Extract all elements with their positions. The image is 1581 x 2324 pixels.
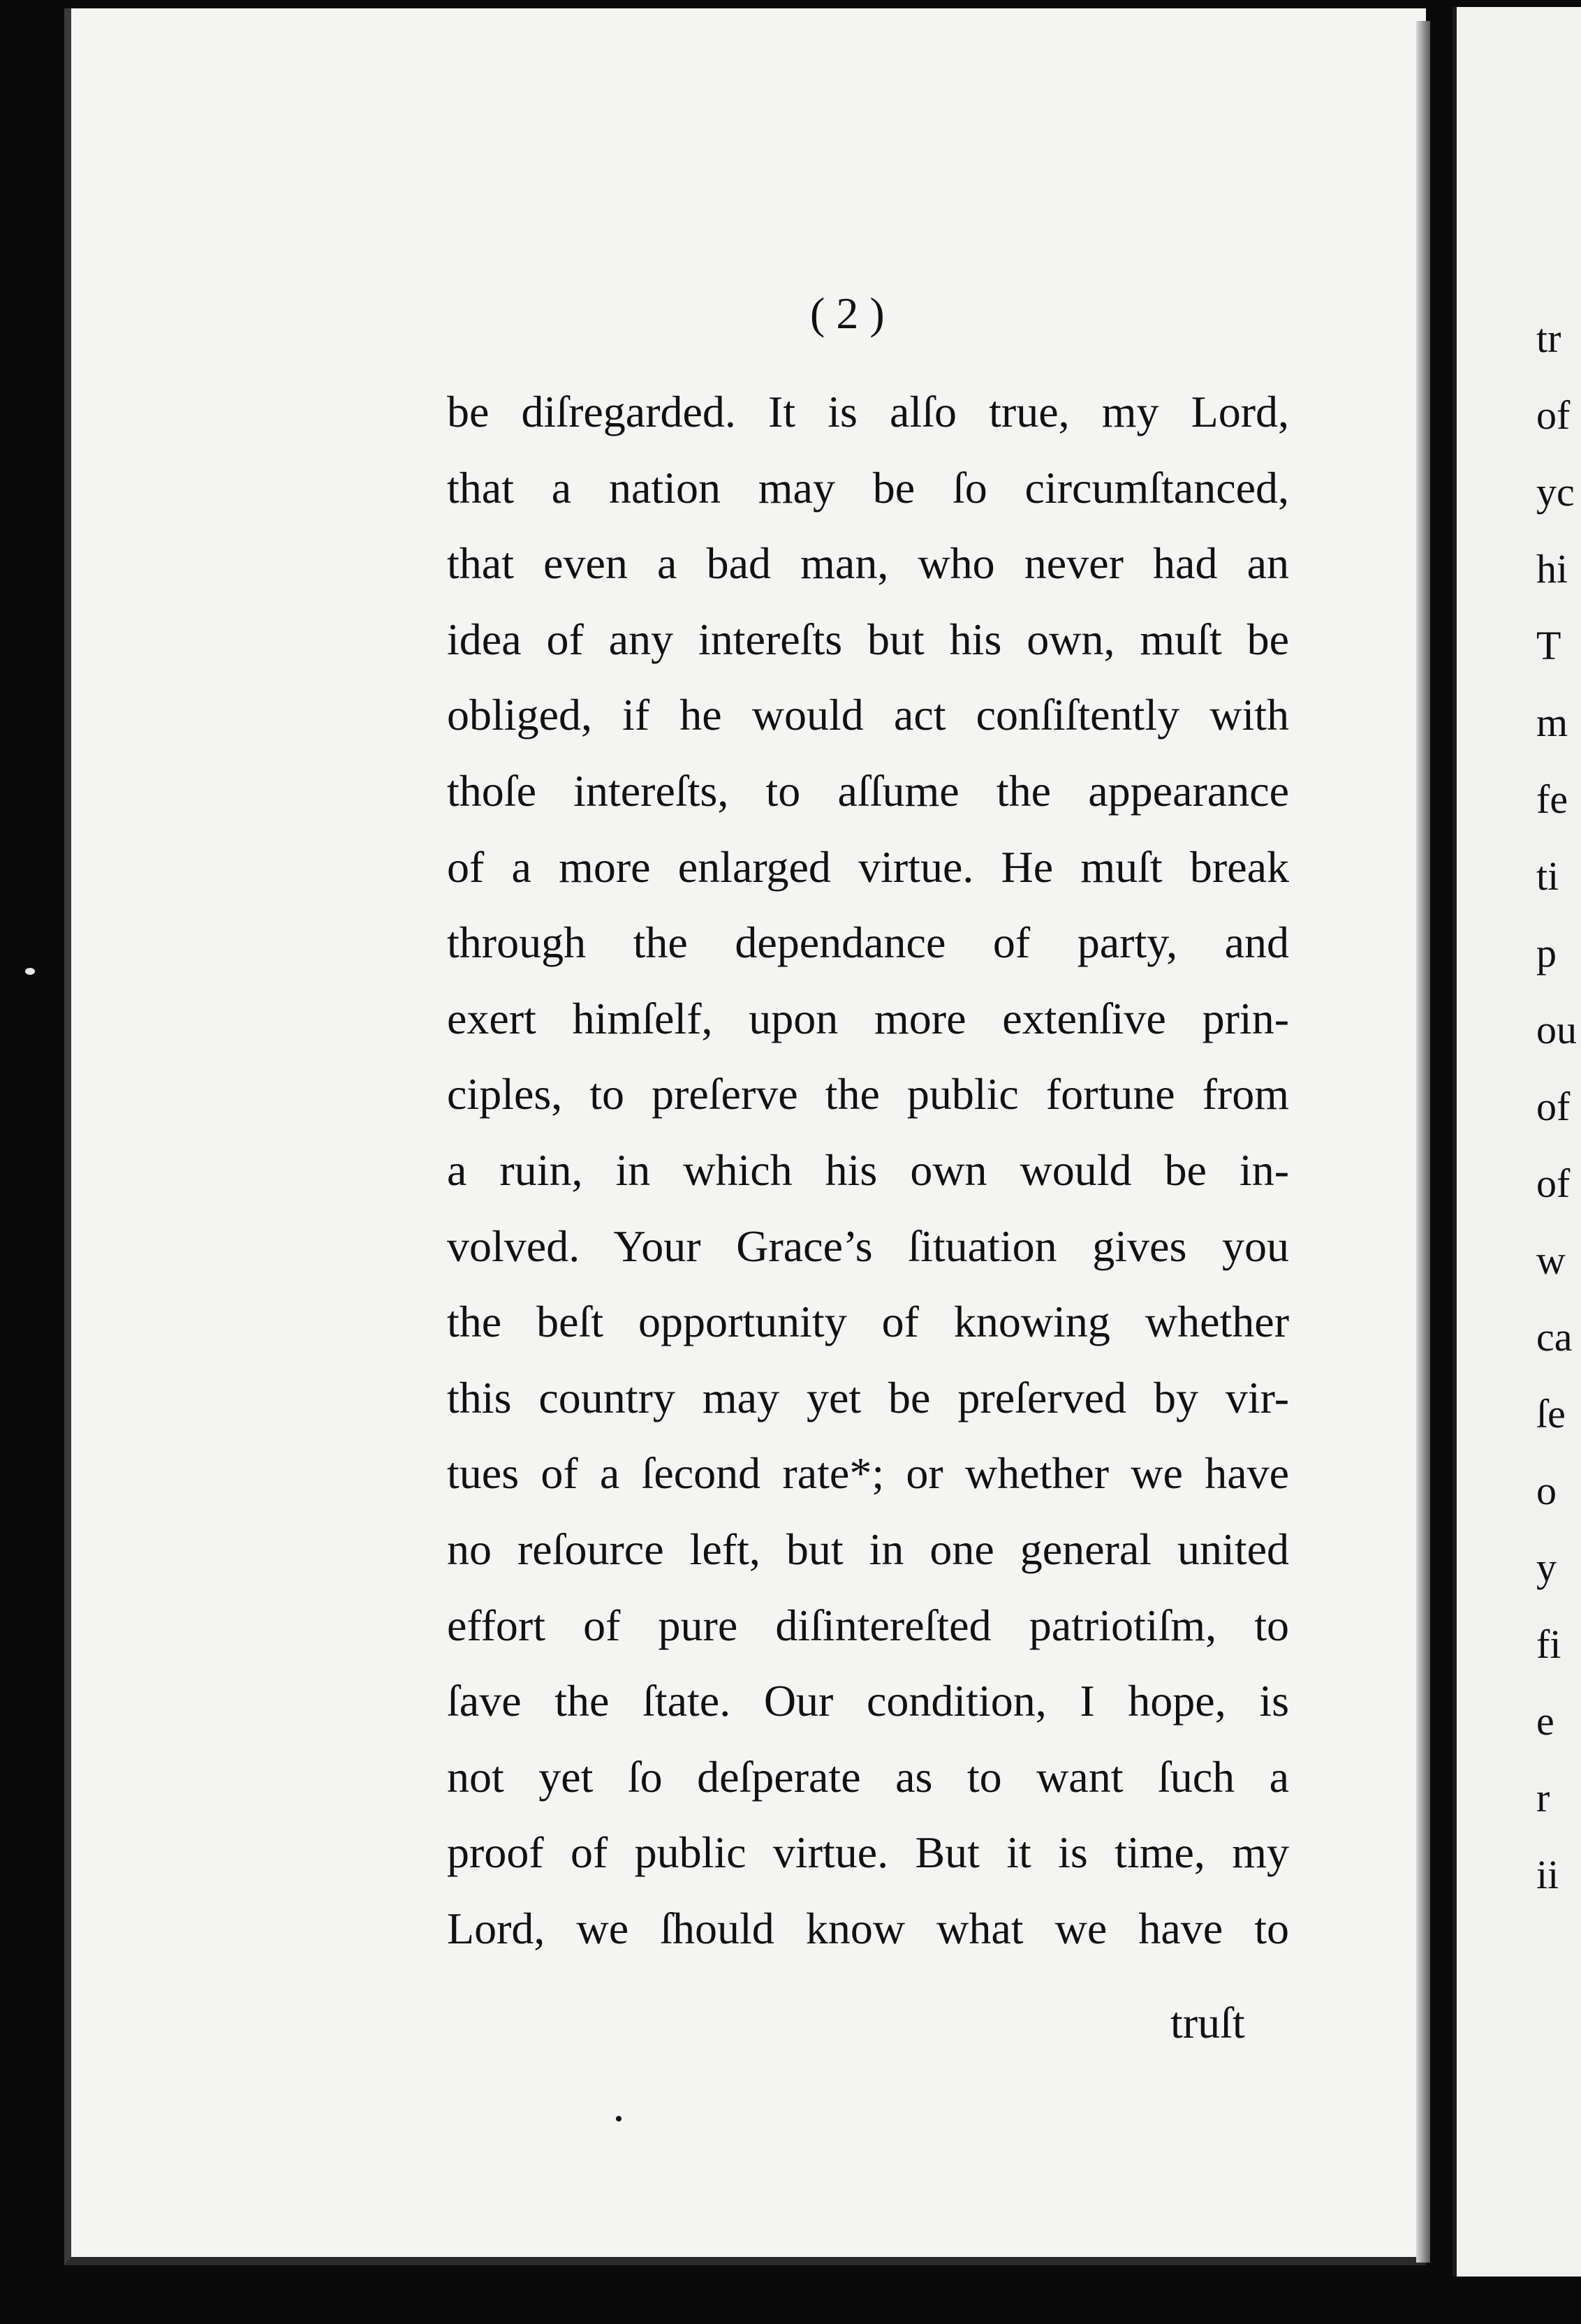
text-line: exert himſelf, upon more extenſive prin- [447,993,1289,1043]
fragment: yc [1536,469,1575,515]
text-line: ciples, to preſerve the public fortune from [447,1069,1289,1119]
text-line: be diſregarded. It is alſo true, my Lord, [447,387,1289,436]
text-line: proof of public virtue. But it is time, my [447,1827,1289,1878]
fragment: ou [1536,1007,1577,1052]
ink-speck [616,2116,622,2121]
text-line: that even a bad man, who never had an [447,538,1289,589]
text-line: Lord, we ſhould know what we have to [447,1903,1289,1953]
fragment: m [1536,700,1568,745]
catchword: truſt [1170,1998,1245,2047]
text-line: tues of a ſecond rate*; or whether we have [447,1448,1289,1499]
body-text [447,374,1289,1966]
fragment: ti [1536,853,1559,899]
fragment: tr [1536,316,1561,361]
fragment: y [1536,1545,1557,1590]
text-line: that a nation may be ſo circumſtanced, [447,462,1289,513]
fragment: e [1536,1698,1554,1744]
fragment: w [1536,1237,1566,1283]
text-line: effort of pure diſintereſted patriotiſm, to [447,1600,1289,1650]
text-line: this country may yet be preſerved by vir- [447,1372,1289,1422]
text-line: volved. Your Grace’s ſituation gives you [447,1221,1289,1271]
facing-page-text [1536,300,1581,1913]
fragment: fi [1536,1621,1561,1667]
fragment: T [1536,623,1561,668]
ink-speck [25,968,35,975]
fragment: of [1536,1161,1571,1206]
text-line: through the dependance of party, and [447,918,1289,968]
gutter-shadow [1416,21,1430,2263]
fragment: of [1536,392,1571,438]
text-line: no reſource left, but in one general united [447,1524,1289,1574]
text-line: thoſe intereſts, to aſſume the appearance [447,765,1289,816]
fragment: o [1536,1468,1557,1513]
fragment: of [1536,1084,1571,1129]
text-line: idea of any intereſts but his own, muſt be [447,614,1289,664]
fragment: r [1536,1775,1550,1821]
text-line: ſave the ſtate. Our condition, I hope, is [447,1676,1289,1726]
fragment: p [1536,930,1557,976]
fragment: hi [1536,546,1568,591]
fragment: ſe [1536,1391,1566,1436]
text-line: obliged, if he would act conſiſtently with [447,690,1289,740]
fragment: ca [1536,1314,1573,1360]
text-line: of a more enlarged virtue. He muſt break [447,841,1289,892]
fragment: fe [1536,777,1568,822]
text-line: the beſt opportunity of knowing whether [447,1297,1289,1347]
page-number: ( 2 ) [810,288,885,338]
text-line: a ruin, in which his own would be in- [447,1145,1289,1195]
text-line: not yet ſo deſperate as to want ſuch a [447,1751,1289,1802]
fragment: ii [1536,1852,1559,1897]
